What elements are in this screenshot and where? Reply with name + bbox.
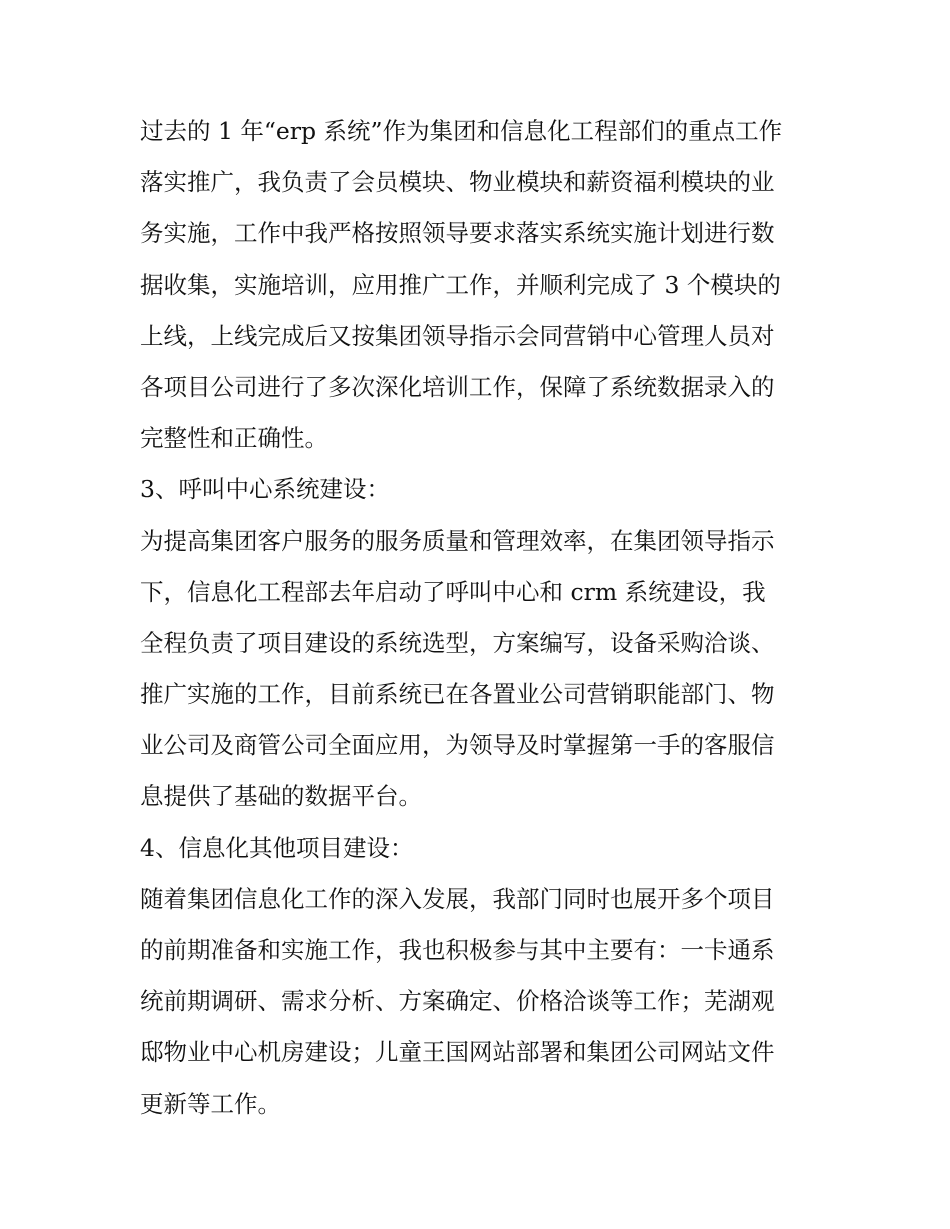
paragraph-line-11: 全程负责了项目建设的系统选型，方案编写，设备采购洽谈、 [140, 628, 775, 657]
paragraph-line-16: 随着集团信息化工作的深入发展，我部门同时也展开多个项目 [140, 884, 775, 913]
paragraph-line-6: 各项目公司进行了多次深化培训工作，保障了系统数据录入的 [140, 372, 775, 401]
paragraph-line-5: 上线，上线完成后又按集团领导指示会同营销中心管理人员对 [140, 321, 775, 350]
paragraph-line-13: 业公司及商管公司全面应用，为领导及时掌握第一手的客服信 [140, 731, 775, 760]
paragraph-line-7: 完整性和正确性。 [140, 424, 328, 453]
paragraph-line-18: 统前期调研、需求分析、方案确定、价格洽谈等工作；芜湖观 [140, 987, 775, 1016]
paragraph-line-19: 邸物业中心机房建设；儿童王国网站部署和集团公司网站文件 [140, 1038, 775, 1067]
paragraph-line-1: 过去的 1 年“erp 系统”作为集团和信息化工程部们的重点工作 [140, 117, 783, 145]
paragraph-line-10: 下，信息化工程部去年启动了呼叫中心和 crm 系统建设，我 [140, 577, 766, 606]
paragraph-line-12: 推广实施的工作，目前系统已在各置业公司营销职能部门、物 [140, 680, 775, 709]
paragraph-line-20: 更新等工作。 [140, 1089, 281, 1118]
paragraph-line-14: 息提供了基础的数据平台。 [140, 782, 422, 811]
section-heading-other-projects: 4、信息化其他项目建设： [140, 833, 414, 862]
paragraph-line-3: 务实施，工作中我严格按照领导要求落实系统实施计划进行数 [140, 219, 775, 248]
section-heading-call-center: 3、呼叫中心系统建设： [140, 475, 390, 504]
paragraph-line-4: 据收集，实施培训，应用推广工作，并顺利完成了 3 个模块的 [140, 270, 781, 299]
paragraph-line-17: 的前期准备和实施工作，我也积极参与其中主要有：一卡通系 [140, 936, 775, 964]
paragraph-line-9: 为提高集团客户服务的服务质量和管理效率，在集团领导指示 [140, 526, 775, 555]
document-body [140, 106, 812, 1130]
paragraph-line-2: 落实推广，我负责了会员模块、物业模块和薪资福利模块的业 [140, 168, 775, 197]
